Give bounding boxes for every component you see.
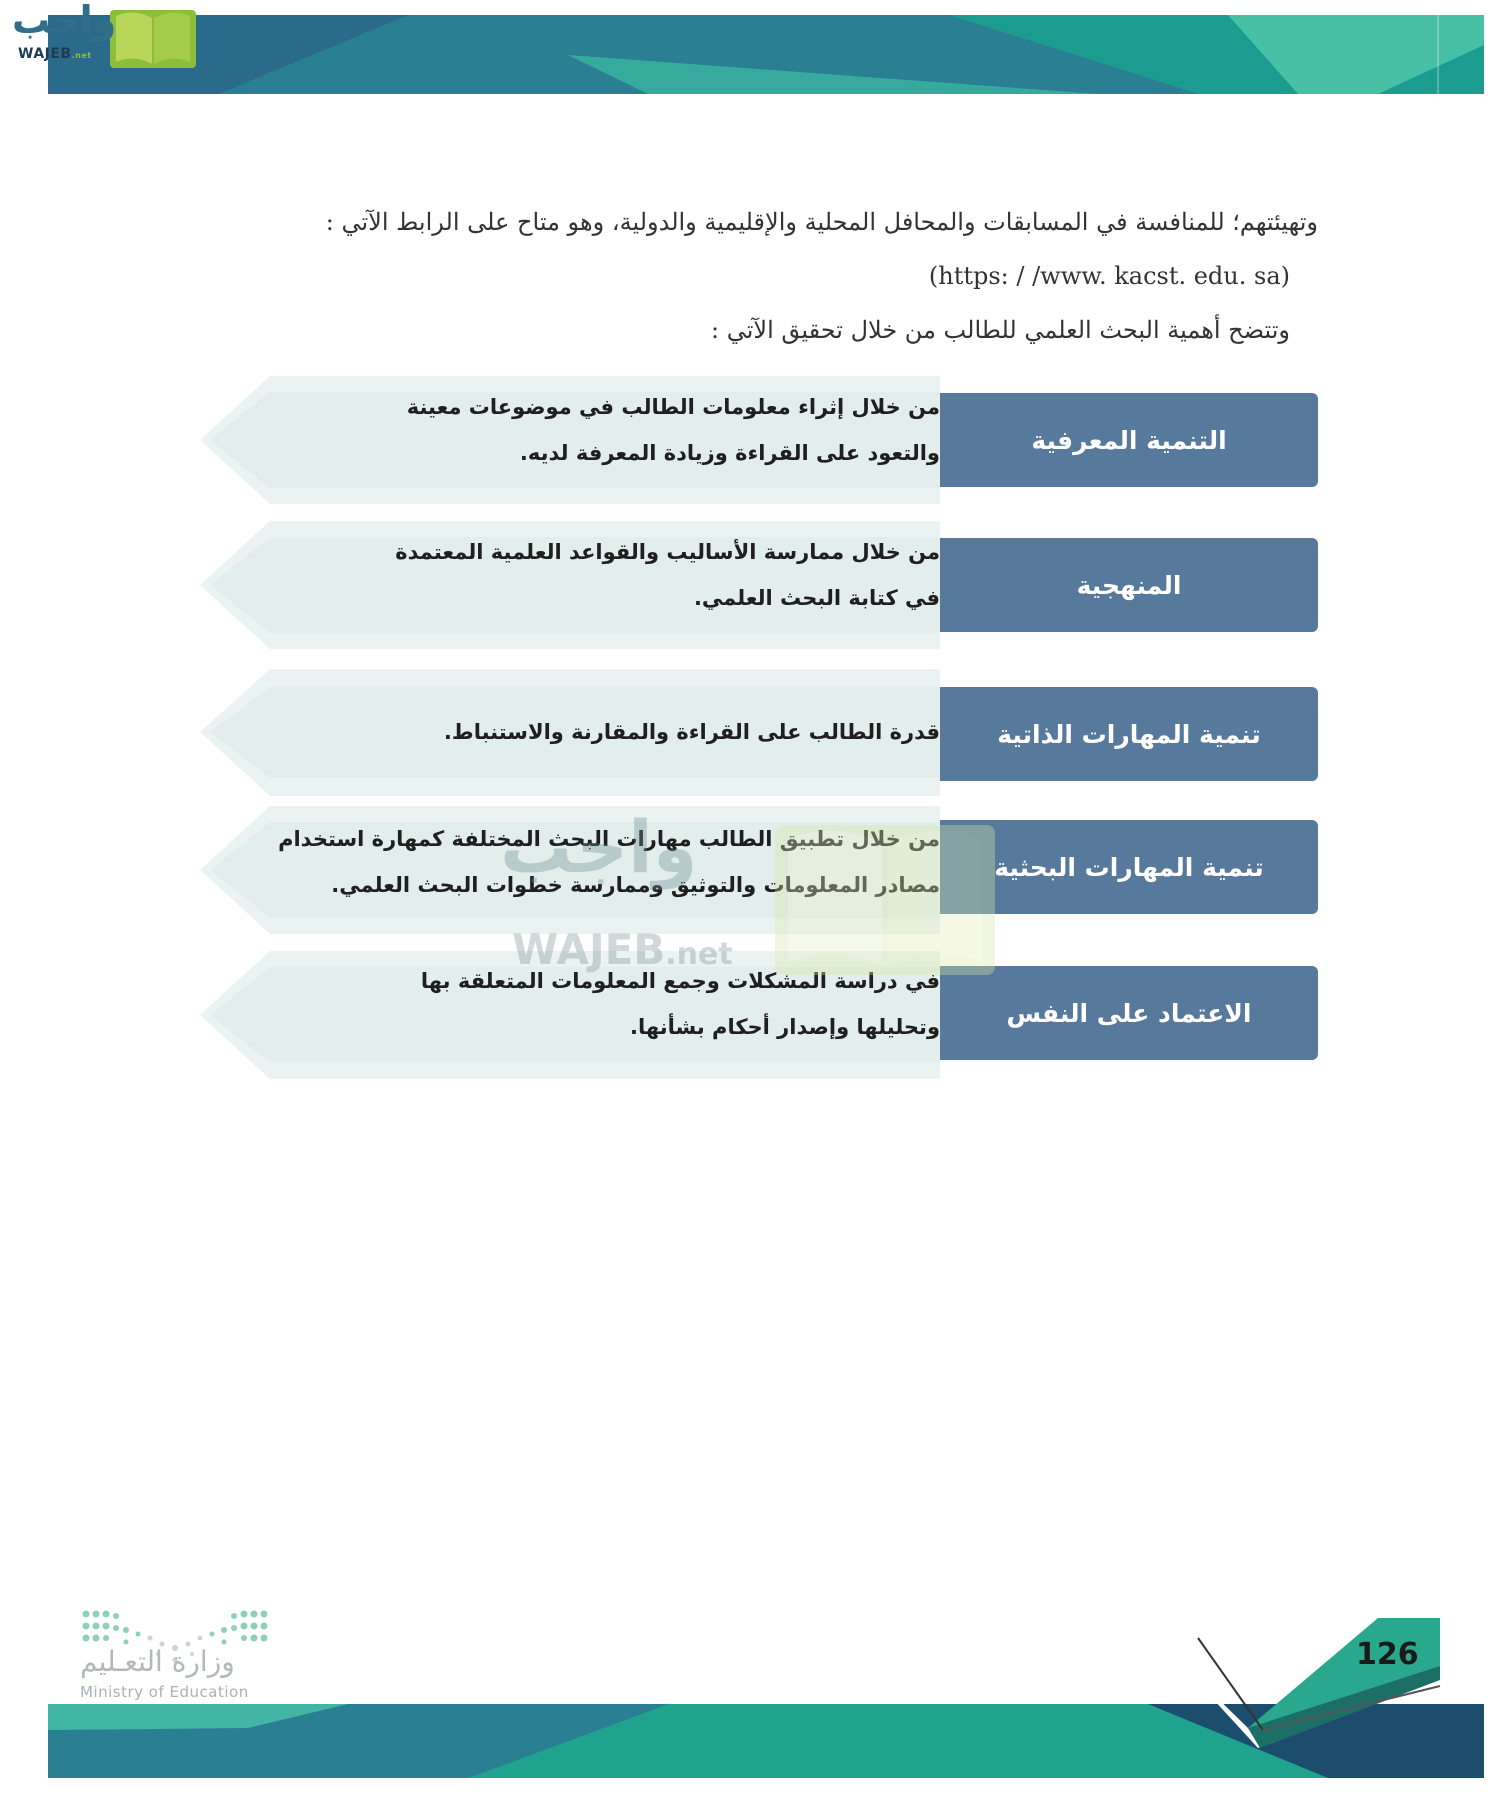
watermark-book-icon [770,815,1000,980]
logo-arabic-text: واجب [12,0,117,42]
intro-line: وتتضح أهمية البحث العلمي للطالب من خلال تحقيق الآتي : [711,316,1290,344]
importance-row-self-skills [200,665,1318,800]
row-label: المنهجية [940,538,1318,632]
kacst-link[interactable]: (https: / /www. kacst. edu. sa) [928,262,1290,290]
page-number: 126 [1356,1637,1419,1672]
wajeb-logo [8,0,198,68]
row-text-line: قدرة الطالب على القراءة والمقارنة والاستنباط. [443,720,940,744]
row-text-line: في دراسة المشكلات وجمع المعلومات المتعلقة بها [420,969,940,993]
row-label: تنمية المهارات البحثية [940,820,1318,914]
row-label: الاعتماد على النفس [940,966,1318,1060]
row-text-line: والتعود على القراءة وزيادة المعرفة لديه. [519,441,940,465]
watermark-arabic: واجب [500,805,698,889]
row-text-line: من خلال ممارسة الأساليب والقواعد العلمية المعتمدة [395,540,940,564]
row-text-line: مصادر المعلومات والتوثيق وممارسة خطوات البحث العلمي. [331,873,940,897]
ministry-english-name: Ministry of Education [80,1683,249,1701]
watermark-latin: WAJEB.net [512,925,733,974]
watermark [500,805,1020,985]
row-text-line: من خلال تطبيق الطالب مهارات البحث المختلفة كمهارة استخدام [278,827,940,851]
intro-line: وتهيئتهم؛ للمنافسة في المسابقات والمحافل المحلية والإقليمية والدولية، وهو متاح على الرابط الآتي : [325,208,1318,236]
book-icon [108,4,198,70]
ministry-arabic-name: وزارة التعـليم [80,1645,235,1678]
row-text-line: وتحليلها وإصدار أحكام بشأنها. [629,1015,940,1039]
row-label: تنمية المهارات الذاتية [940,687,1318,781]
importance-row-methodology [200,515,1318,655]
row-label: التنمية المعرفية [940,393,1318,487]
importance-row-knowledge [200,370,1318,510]
top-banner [48,15,1484,94]
row-text-line: في كتابة البحث العلمي. [693,586,940,610]
row-text-line: من خلال إثراء معلومات الطالب في موضوعات معينة [406,395,940,419]
logo-latin-text: WAJEB.net [18,46,92,62]
